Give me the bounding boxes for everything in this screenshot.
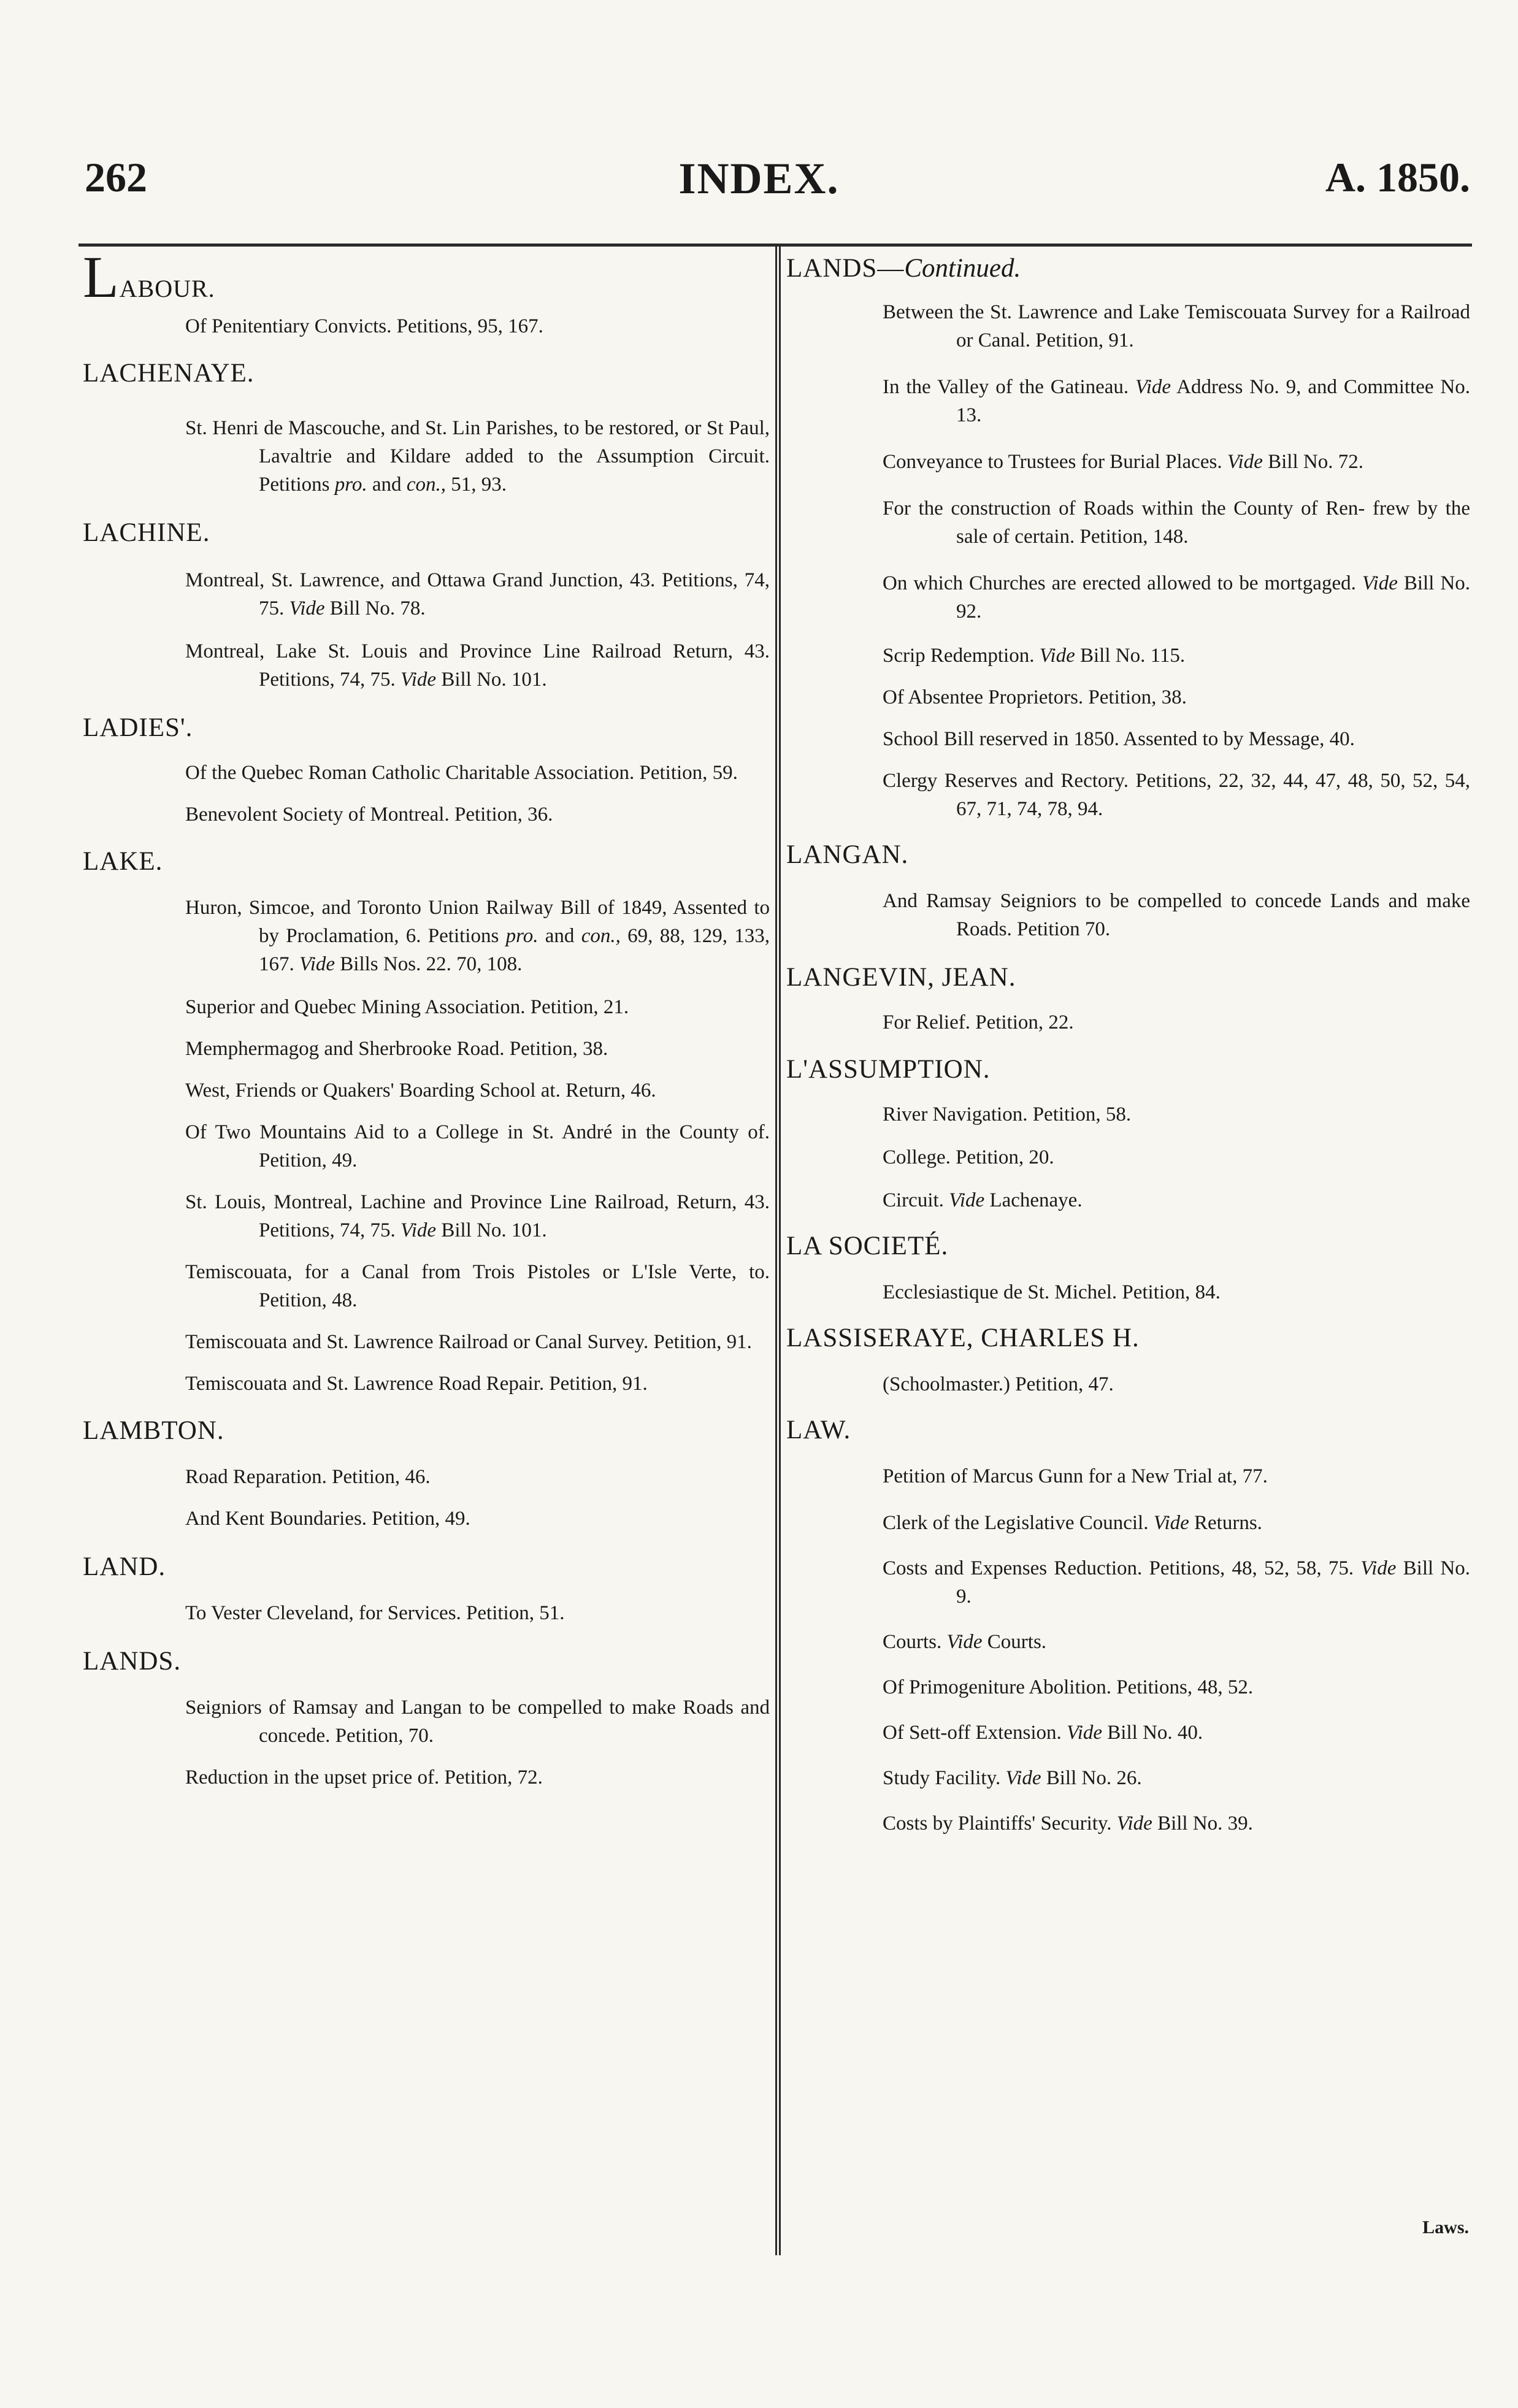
index-entry: For the construction of Roads within the County of Ren- frew by the sale of certain. Petition, 148. [883, 497, 1471, 548]
index-entry: Courts. Vide Courts. [883, 1631, 1047, 1653]
index-entry: St. Louis, Montreal, Lachine and Province Line Railroad, Return, 43. Petitions, 74, 75. Vide Bill No. 101. [185, 1191, 770, 1241]
left-column [83, 244, 770, 1792]
index-entry: Of the Quebec Roman Catholic Charitable Association. Petition, 59. [185, 762, 738, 784]
index-entry: In the Valley of the Gatineau. Vide Address No. 9, and Committee No. 13. [883, 376, 1470, 426]
index-entry: Superior and Quebec Mining Association. Petition, 21. [185, 996, 629, 1018]
index-entry: Scrip Redemption. Vide Bill No. 115. [883, 645, 1186, 667]
index-entry: (Schoolmaster.) Petition, 47. [883, 1373, 1114, 1395]
index-entry: St. Henri de Mascouche, and St. Lin Parishes, to be restored, or St Paul, Lavaltrie and Kildare added to the Assumption Circuit. Petitions pro. and con., 51, 93. [185, 417, 770, 496]
index-entry: Memphermagog and Sherbrooke Road. Petition, 38. [185, 1038, 608, 1060]
index-entry: Temiscouata and St. Lawrence Railroad or Canal Survey. Petition, 91. [185, 1331, 752, 1353]
index-heading: L'ASSUMPTION. [786, 1055, 991, 1084]
index-entry: Of Sett-off Extension. Vide Bill No. 40. [883, 1722, 1203, 1744]
index-entry: Road Reparation. Petition, 46. [185, 1466, 431, 1488]
index-entry: And Ramsay Seigniors to be compelled to concede Lands and make Roads. Petition 70. [883, 890, 1471, 940]
index-entry: Clerk of the Legislative Council. Vide Returns. [883, 1512, 1262, 1534]
index-heading: LACHINE. [83, 518, 210, 547]
index-heading: LADIES'. [83, 713, 193, 742]
index-entry: Conveyance to Trustees for Burial Places. Vide Bill No. 72. [883, 451, 1363, 473]
right-column [786, 253, 1470, 1838]
index-entry: Clergy Reserves and Rectory. Petitions, 22, 32, 44, 47, 48, 50, 52, 54, 67, 71, 74, 78, 94. [883, 770, 1471, 820]
page-title: INDEX. [678, 154, 840, 203]
page-number: 262 [85, 154, 147, 201]
index-entry: Reduction in the upset price of. Petition, 72. [185, 1766, 543, 1789]
index-entry: For Relief. Petition, 22. [883, 1011, 1074, 1033]
index-entry: Benevolent Society of Montreal. Petition, 36. [185, 803, 553, 826]
index-entry: Study Facility. Vide Bill No. 26. [883, 1767, 1142, 1789]
index-entry: Huron, Simcoe, and Toronto Union Railway Bill of 1849, Assented to by Proclamation, 6. Petitions pro. and con., 69, 88, 129, 133, 167. Vide Bills Nos. 22. 70, 108. [185, 897, 770, 975]
index-heading: LASSISERAYE, CHARLES H. [786, 1324, 1140, 1352]
index-entry: Of Two Mountains Aid to a College in St. André in the County of. Petition, 49. [185, 1121, 770, 1171]
index-entry: River Navigation. Petition, 58. [883, 1103, 1132, 1125]
index-entry: Costs by Plaintiffs' Security. Vide Bill No. 39. [883, 1812, 1253, 1835]
index-entry: Of Absentee Proprietors. Petition, 38. [883, 686, 1187, 708]
index-heading: LABOUR. [83, 244, 215, 310]
index-entry: School Bill reserved in 1850. Assented to by Message, 40. [883, 728, 1355, 750]
index-entry: Petition of Marcus Gunn for a New Trial at, 77. [883, 1465, 1268, 1487]
index-entry: Costs and Expenses Reduction. Petitions, 48, 52, 58, 75. Vide Bill No. 9. [883, 1557, 1470, 1608]
index-entry: Temiscouata and St. Lawrence Road Repair. Petition, 91. [185, 1373, 648, 1395]
index-heading: LA SOCIETÉ. [786, 1232, 949, 1260]
index-heading: LAMBTON. [83, 1416, 224, 1445]
index-heading: LANDS—Continued. [786, 254, 1021, 283]
catchword: Laws. [1422, 2217, 1469, 2237]
index-entry: On which Churches are erected allowed to be mortgaged. Vide Bill No. 92. [883, 572, 1470, 623]
index-entry: Montreal, St. Lawrence, and Ottawa Grand Junction, 43. Petitions, 74, 75. Vide Bill No. 78. [185, 569, 770, 619]
index-entry: Ecclesiastique de St. Michel. Petition, 84. [883, 1281, 1221, 1303]
index-entry: College. Petition, 20. [883, 1146, 1054, 1168]
index-entry: Between the St. Lawrence and Lake Temiscouata Survey for a Railroad or Canal. Petition, 91. [883, 301, 1471, 351]
index-heading: LANGEVIN, JEAN. [786, 963, 1016, 992]
index-entry: Circuit. Vide Lachenaye. [883, 1189, 1083, 1211]
index-entry: Temiscouata, for a Canal from Trois Pistoles or L'Isle Verte, to. Petition, 48. [185, 1261, 770, 1311]
index-heading: LAKE. [83, 847, 163, 876]
index-entry: Seigniors of Ramsay and Langan to be compelled to make Roads and concede. Petition, 70. [185, 1697, 770, 1747]
index-heading: LACHENAYE. [83, 359, 255, 388]
page-year: A. 1850. [1325, 154, 1470, 201]
index-entry: West, Friends or Quakers' Boarding School at. Return, 46. [185, 1079, 656, 1102]
index-entry: Of Penitentiary Convicts. Petitions, 95, 167. [185, 315, 543, 337]
page-header [0, 153, 1518, 221]
index-entry: Of Primogeniture Abolition. Petitions, 48, 52. [883, 1676, 1254, 1698]
index-heading: LAW. [786, 1416, 851, 1444]
index-heading: LANDS. [83, 1647, 182, 1676]
index-entry: Montreal, Lake St. Louis and Province Line Railroad Return, 43. Petitions, 74, 75. Vide Bill No. 101. [185, 640, 770, 691]
index-heading: LAND. [83, 1552, 166, 1581]
index-heading: LANGAN. [786, 840, 909, 869]
index-entry: To Vester Cleveland, for Services. Petition, 51. [185, 1602, 565, 1624]
column-divider [775, 247, 781, 2255]
index-entry: And Kent Boundaries. Petition, 49. [185, 1508, 470, 1530]
